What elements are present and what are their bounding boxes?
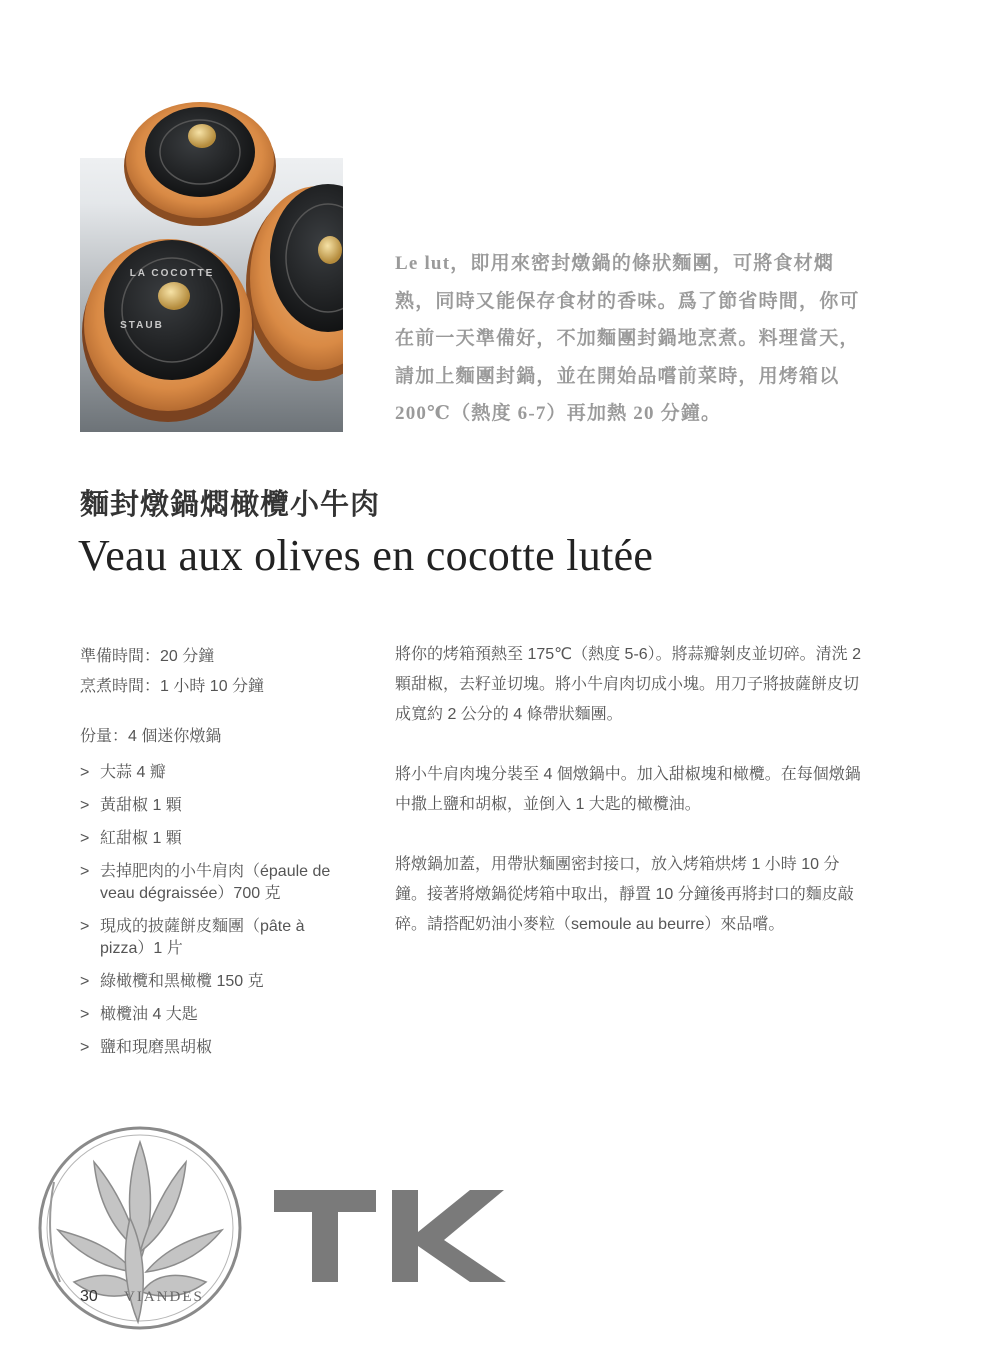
list-item xyxy=(80,762,350,784)
ingredient-text: 黃甜椒 1 顆 xyxy=(100,797,182,814)
section-name: VIANDES xyxy=(124,1289,204,1305)
recipe-steps xyxy=(395,640,865,970)
tk-logo-watermark xyxy=(274,1190,508,1282)
intro-paragraph: Le lut，即用來密封燉鍋的條狀麵團，可將食材燜熟，同時又能保存食材的香味。爲了節省時間，你可在前一天準備好，不加麵團封鍋地烹煮。料理當天，請加上麵團封鍋，並在開始品嚐前菜時，用烤箱以 200℃（熱度 6-7）再加熱 20 分鐘。 xyxy=(395,253,860,424)
svg-text:LA COCOTTE: LA COCOTTE xyxy=(129,268,215,279)
bullet-marker: > xyxy=(80,918,90,935)
ingredient-text: 現成的披薩餅皮麵團（pâte à pizza）1 片 xyxy=(100,918,305,957)
bullet-marker: > xyxy=(80,1006,90,1023)
bullet-marker: > xyxy=(80,830,90,847)
bullet-marker: > xyxy=(80,797,90,814)
bullet-marker: > xyxy=(80,863,90,880)
bullet-marker: > xyxy=(80,973,90,990)
ingredient-text: 紅甜椒 1 顆 xyxy=(100,830,182,847)
ingredient-text: 大蒜 4 瓣 xyxy=(100,764,166,781)
prep-time: 準備時間：20 分鐘 xyxy=(80,648,215,665)
cocotte-photo xyxy=(80,80,343,432)
recipe-photo xyxy=(80,80,343,432)
step-paragraph: 將你的烤箱預熱至 175℃（熱度 5-6）。將蒜瓣剝皮並切碎。清洗 2 顆甜椒，去籽並切塊。將小牛肩肉切成小塊。用刀子將披薩餅皮切成寬約 2 公分的 4 條帶狀麵團。 xyxy=(395,646,862,723)
page-number: 30 xyxy=(80,1288,98,1305)
step-paragraph: 將小牛肩肉塊分裝至 4 個燉鍋中。加入甜椒塊和橄欖。在每個燉鍋中撒上鹽和胡椒，並倒入 1 大匙的橄欖油。 xyxy=(395,766,861,813)
step-paragraph: 將燉鍋加蓋，用帶狀麵團密封接口，放入烤箱烘烤 1 小時 10 分鐘。接著將燉鍋從烤箱中取出，靜置 10 分鐘後再將封口的麵皮敲碎。請搭配奶油小麥粒（semoule au beurre）來品嚐。 xyxy=(395,856,854,933)
svg-text:STAUB: STAUB xyxy=(120,320,164,331)
list-item xyxy=(80,861,350,905)
bullet-marker: > xyxy=(80,1039,90,1056)
bullet-marker: > xyxy=(80,764,90,781)
list-item xyxy=(80,1004,350,1026)
list-item xyxy=(80,1037,350,1059)
ingredient-text: 鹽和現磨黑胡椒 xyxy=(100,1039,213,1056)
ingredient-text: 綠橄欖和黑橄欖 150 克 xyxy=(100,973,264,990)
ingredient-text: 橄欖油 4 大匙 xyxy=(100,1006,198,1023)
recipe-title-french: Veau aux olives en cocotte lutée xyxy=(78,531,654,580)
ingredient-text: 去掉肥肉的小牛肩肉（épaule de veau dégraissée）700 克 xyxy=(100,863,331,902)
ingredient-list xyxy=(80,762,350,1070)
servings: 份量：4 個迷你燉鍋 xyxy=(80,728,222,745)
list-item xyxy=(80,795,350,817)
recipe-title-chinese: 麵封燉鍋燜橄欖小牛肉 xyxy=(80,489,381,521)
list-item xyxy=(80,971,350,993)
recipe-times xyxy=(80,642,264,702)
list-item xyxy=(80,916,350,960)
cook-time: 烹煮時間：1 小時 10 分鐘 xyxy=(80,678,265,695)
list-item xyxy=(80,828,350,850)
